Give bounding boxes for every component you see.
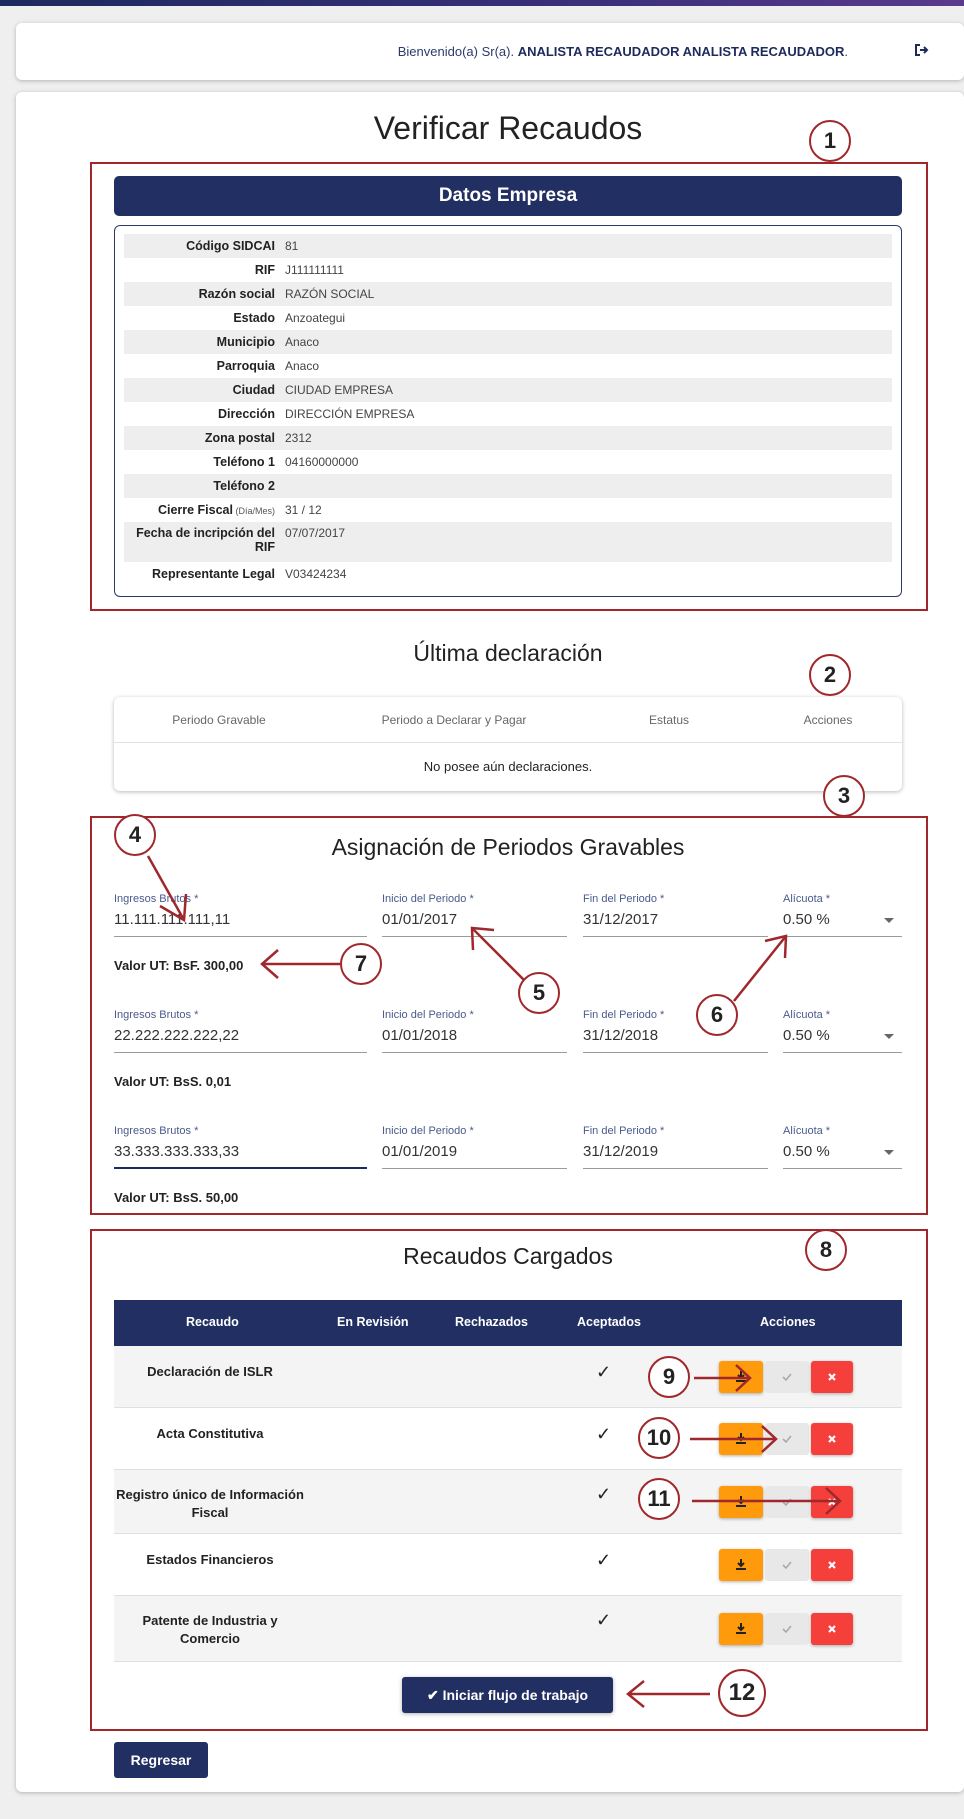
caret-down-icon[interactable]	[884, 1034, 894, 1039]
ultima-declaracion-table	[114, 697, 902, 791]
field-input[interactable]: 01/01/2019	[382, 1137, 567, 1169]
callout-12: 12	[718, 1669, 766, 1717]
info-value: 04160000000	[285, 455, 359, 469]
info-label: Estado	[233, 311, 275, 325]
callout-11: 11	[638, 1478, 680, 1520]
download-button[interactable]	[719, 1549, 763, 1581]
check-icon: ✓	[596, 1484, 612, 1504]
asignacion-title: Asignación de Periodos Gravables	[331, 834, 685, 860]
table-row	[114, 1596, 902, 1662]
iniciar-flujo-button[interactable]: ✔ Iniciar flujo de trabajo	[402, 1677, 613, 1713]
info-row	[124, 498, 892, 522]
download-button[interactable]	[719, 1423, 763, 1455]
info-value: CIUDAD EMPRESA	[285, 383, 394, 397]
info-label: Teléfono 2	[213, 479, 275, 493]
info-label: Ciudad	[232, 383, 275, 397]
recaudos-table-header	[114, 1300, 902, 1346]
info-label: Teléfono 1	[213, 455, 275, 469]
accept-button[interactable]	[765, 1361, 809, 1393]
callout-7: 7	[340, 943, 382, 985]
caret-down-icon[interactable]	[884, 1150, 894, 1155]
table-row	[114, 1534, 902, 1596]
field-input[interactable]: 0.50 %	[783, 1021, 902, 1053]
info-value: RAZÓN SOCIAL	[285, 287, 375, 301]
check-icon: ✓	[596, 1362, 612, 1382]
info-row	[124, 330, 892, 354]
field-label: Inicio del Periodo *	[382, 893, 474, 905]
datos-empresa-header: Datos Empresa	[114, 176, 902, 216]
fin-periodo-field[interactable]	[583, 893, 768, 937]
header-bar	[16, 23, 964, 80]
callout-1: 1	[809, 120, 851, 162]
info-value: Anzoategui	[285, 311, 346, 325]
field-label: Inicio del Periodo *	[382, 1125, 474, 1137]
table-row	[114, 1346, 902, 1408]
info-row	[124, 562, 892, 586]
info-label: Parroquia	[216, 359, 275, 373]
regresar-button[interactable]: Regresar	[114, 1742, 208, 1778]
field-label: Ingresos Brutos *	[114, 893, 199, 905]
ingresos-brutos-field[interactable]	[114, 893, 367, 937]
field-input[interactable]: 11.111.111.111,11	[114, 905, 367, 937]
check-icon: ✔	[426, 1687, 439, 1703]
field-label: Alícuota *	[783, 893, 831, 905]
info-label: RIF	[254, 263, 275, 277]
field-label: Fin del Periodo *	[583, 1125, 665, 1137]
callout-9: 9	[648, 1356, 690, 1398]
field-label: Ingresos Brutos *	[114, 1125, 199, 1137]
sign-out-icon[interactable]	[914, 42, 930, 58]
info-row	[124, 258, 892, 282]
ingresos-brutos-field[interactable]	[114, 1009, 367, 1053]
info-value: Anaco	[285, 359, 320, 373]
info-value: J111111111	[285, 263, 344, 277]
field-label: Alícuota *	[783, 1009, 831, 1021]
info-label: Fecha de incripción del RIF	[136, 526, 275, 554]
field-label: Inicio del Periodo *	[382, 1009, 474, 1021]
field-input[interactable]: 01/01/2018	[382, 1021, 567, 1053]
table-header	[114, 697, 902, 743]
info-value: 07/07/2017	[285, 526, 346, 540]
check-icon: ✓	[596, 1610, 612, 1630]
ultima-declaracion-title: Última declaración	[413, 640, 603, 666]
alicuota-select[interactable]	[783, 893, 902, 937]
reject-button[interactable]	[811, 1361, 853, 1393]
info-row	[124, 378, 892, 402]
field-label: Alícuota *	[783, 1125, 831, 1137]
fin-periodo-field[interactable]	[583, 1009, 768, 1053]
recaudo-name: Declaración de ISLR	[147, 1364, 273, 1379]
info-value: 31 / 12	[285, 503, 322, 517]
inicio-periodo-field[interactable]	[382, 893, 567, 937]
callout-3: 3	[823, 775, 865, 817]
info-row	[124, 450, 892, 474]
col-periodo-declarar: Periodo a Declarar y Pagar	[381, 712, 527, 727]
welcome-prefix: Bienvenido(a) Sr(a).	[397, 44, 515, 59]
info-label: Código SIDCAI	[186, 239, 275, 253]
recaudo-name: Registro único de Información Fiscal	[116, 1487, 304, 1520]
reject-button[interactable]	[811, 1549, 853, 1581]
accept-button[interactable]	[765, 1613, 809, 1645]
info-row	[124, 354, 892, 378]
alicuota-select[interactable]	[783, 1125, 902, 1169]
reject-button[interactable]	[811, 1486, 853, 1518]
info-label: Razón social	[198, 287, 275, 301]
info-value: DIRECCIÓN EMPRESA	[285, 407, 415, 421]
empty-message: No posee aún declaraciones.	[423, 759, 593, 774]
col-en-revision: En Revisión	[337, 1315, 409, 1329]
table-row	[114, 1470, 902, 1534]
info-row	[124, 306, 892, 330]
valor-ut-label: Valor UT: BsS. 50,00	[114, 1190, 239, 1205]
user-name: ANALISTA RECAUDADOR ANALISTA RECAUDADOR	[517, 44, 845, 59]
inicio-periodo-field[interactable]	[382, 1125, 567, 1169]
info-row	[124, 522, 892, 562]
field-input[interactable]: 33.333.333.333,33	[114, 1137, 367, 1169]
field-label: Fin del Periodo *	[583, 1009, 665, 1021]
info-row	[124, 282, 892, 306]
fin-periodo-field[interactable]	[583, 1125, 768, 1169]
callout-10: 10	[638, 1417, 680, 1459]
callout-6: 6	[696, 994, 738, 1036]
info-value: 2312	[285, 431, 312, 445]
field-input[interactable]: 0.50 %	[783, 905, 902, 937]
info-value: V03424234	[285, 567, 347, 581]
col-periodo-gravable: Periodo Gravable	[172, 712, 266, 727]
info-label: Dirección	[218, 407, 275, 421]
recaudo-name: Estados Financieros	[146, 1552, 274, 1567]
field-input[interactable]: 01/01/2017	[382, 905, 567, 937]
info-row	[124, 402, 892, 426]
info-row	[124, 426, 892, 450]
field-input[interactable]: 31/12/2018	[583, 1021, 768, 1053]
info-row	[124, 234, 892, 258]
caret-down-icon[interactable]	[884, 918, 894, 923]
ingresos-brutos-field[interactable]	[114, 1125, 367, 1169]
col-recaudo: Recaudo	[186, 1315, 239, 1329]
info-label: Cierre Fiscal (Día/Mes)	[157, 503, 275, 517]
col-rechazados: Rechazados	[455, 1315, 528, 1329]
alicuota-select[interactable]	[783, 1009, 902, 1053]
field-input[interactable]: 22.222.222.222,22	[114, 1021, 367, 1053]
download-button[interactable]	[719, 1486, 763, 1518]
valor-ut-label: Valor UT: BsS. 0,01	[114, 1074, 232, 1089]
top-gradient-bar	[0, 0, 964, 6]
valor-ut-label: Valor UT: BsF. 300,00	[114, 958, 244, 973]
empresa-info-table	[114, 225, 902, 597]
recaudo-name: Patente de Industria y Comercio	[142, 1613, 278, 1646]
cierre-hint: (Día/Mes)	[232, 506, 275, 516]
callout-4: 4	[114, 814, 156, 856]
accept-button[interactable]	[765, 1549, 809, 1581]
page-title: Verificar Recaudos	[373, 110, 643, 146]
inicio-periodo-field[interactable]	[382, 1009, 567, 1053]
check-icon: ✓	[596, 1424, 612, 1444]
col-acciones: Acciones	[760, 1315, 816, 1329]
col-aceptados: Aceptados	[577, 1315, 641, 1329]
field-label: Fin del Periodo *	[583, 893, 665, 905]
info-value: Anaco	[285, 335, 320, 349]
recaudo-name: Acta Constitutiva	[156, 1426, 264, 1441]
info-label: Zona postal	[204, 431, 275, 445]
reject-button[interactable]	[811, 1613, 853, 1645]
accept-button[interactable]	[765, 1423, 809, 1455]
welcome-text: Bienvenido(a) Sr(a). ANALISTA RECAUDADOR ANALISTA RECAUDADOR.	[397, 44, 848, 59]
field-input[interactable]: 31/12/2017	[583, 905, 768, 937]
field-input[interactable]: 31/12/2019	[583, 1137, 768, 1169]
field-label: Ingresos Brutos *	[114, 1009, 199, 1021]
info-label: Representante Legal	[152, 567, 275, 581]
callout-8: 8	[805, 1229, 847, 1271]
table-row	[114, 1408, 902, 1470]
info-value: 81	[285, 239, 299, 253]
field-input[interactable]: 0.50 %	[783, 1137, 902, 1169]
callout-5: 5	[518, 972, 560, 1014]
info-label: Municipio	[216, 335, 275, 349]
check-icon: ✓	[596, 1550, 612, 1570]
accept-button[interactable]	[765, 1486, 809, 1518]
info-row	[124, 474, 892, 498]
reject-button[interactable]	[811, 1423, 853, 1455]
download-button[interactable]	[719, 1361, 763, 1393]
recaudos-title: Recaudos Cargados	[403, 1243, 613, 1269]
col-estatus: Estatus	[648, 712, 690, 727]
col-acciones: Acciones	[803, 712, 853, 727]
callout-2: 2	[809, 654, 851, 696]
download-button[interactable]	[719, 1613, 763, 1645]
